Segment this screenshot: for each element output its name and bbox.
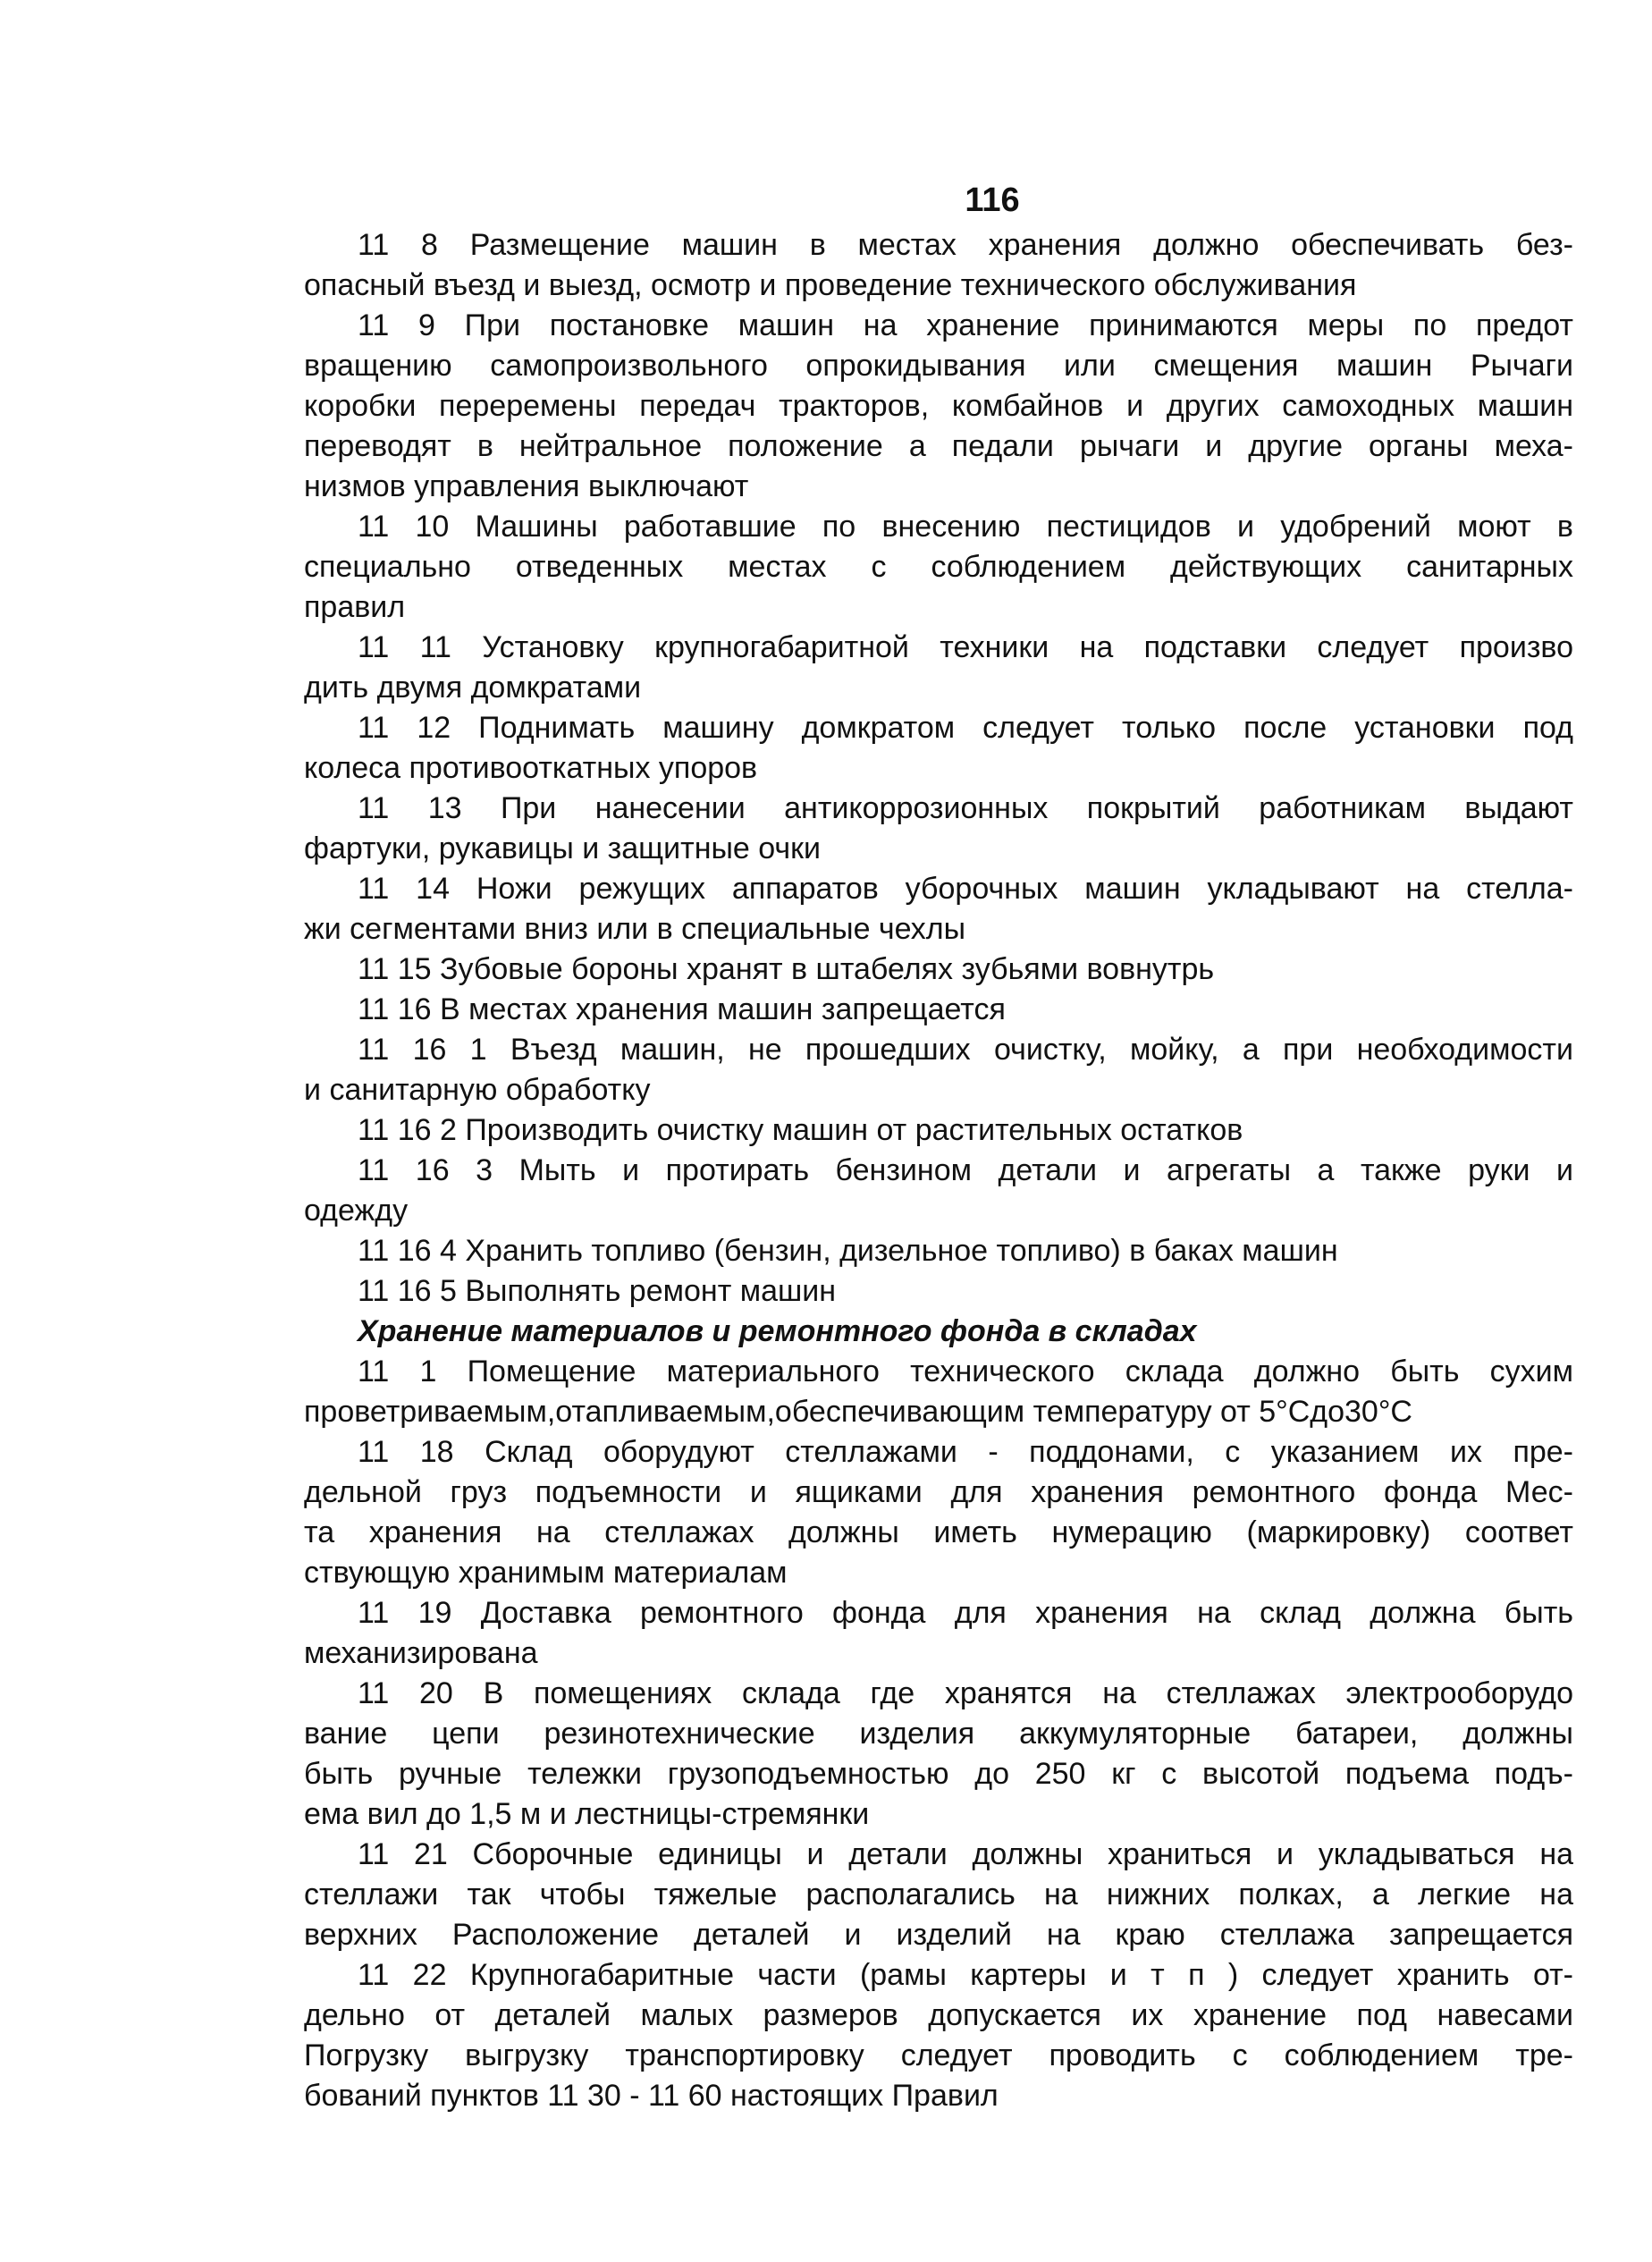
text-line: опасный въезд и выезд, осмотр и проведение технического обслуживания: [304, 268, 1357, 302]
text-line: 11 16 В местах хранения машин запрещается: [358, 992, 1006, 1026]
text-line: бований пунктов 11 30 - 11 60 настоящих Правил: [304, 2079, 999, 2113]
text-line: вращению самопроизвольного опрокидывания или смещения машин Рычаги: [304, 349, 1573, 383]
text-line: 11 16 3 Мыть и протирать бензином детали и агрегаты а также руки и: [358, 1153, 1573, 1187]
text-line: 11 12 Поднимать машину домкратом следует только после установки под: [358, 711, 1573, 745]
text-line: переводят в нейтральное положение а педали рычаги и другие органы меха-: [304, 429, 1573, 463]
text-line: 11 16 1 Въезд машин, не прошедших очистку, мойку, а при необходимости: [358, 1033, 1573, 1067]
text-line: колеса противооткатных упоров: [304, 751, 758, 785]
text-line: 11 21 Сборочные единицы и детали должны храниться и укладываться на: [358, 1837, 1573, 1871]
text-line: вание цепи резинотехнические изделия аккумуляторные батареи, должны: [304, 1717, 1573, 1751]
text-line: и санитарную обработку: [304, 1073, 651, 1107]
text-line: специально отведенных местах с соблюдением действующих санитарных: [304, 550, 1573, 584]
text-line: проветриваемым,отапливаемым,обеспечивающим температуру от 5°Сдо30°С: [304, 1395, 1412, 1429]
text-line: 11 9 При постановке машин на хранение принимаются меры по предот: [358, 308, 1573, 342]
text-line: стеллажи так чтобы тяжелые располагались на нижних полках, а легкие на: [304, 1878, 1573, 1912]
text-line: 11 18 Склад оборудуют стеллажами - поддонами, с указанием их пре-: [358, 1435, 1573, 1469]
section-heading: Хранение материалов и ремонтного фонда в складах: [358, 1314, 1197, 1348]
text-line: та хранения на стеллажах должны иметь нумерацию (маркировку) соответ: [304, 1515, 1573, 1549]
text-line: фартуки, рукавицы и защитные очки: [304, 831, 822, 865]
text-line: жи сегментами вниз или в специальные чехлы: [304, 912, 966, 946]
text-line: 11 16 5 Выполнять ремонт машин: [358, 1274, 837, 1308]
text-line: Погрузку выгрузку транспортировку следует проводить с соблюдением тре-: [304, 2038, 1573, 2072]
text-line: 11 19 Доставка ремонтного фонда для хранения на склад должна быть: [358, 1596, 1573, 1630]
text-line: 11 22 Крупногабаритные части (рамы картеры и т п ) следует хранить от-: [358, 1958, 1573, 1992]
document-body: [304, 225, 1573, 2116]
text-line: 11 13 При нанесении антикоррозионных покрытий работникам выдают: [358, 791, 1573, 825]
text-line: 11 1 Помещение материального технического склада должно быть сухим: [358, 1355, 1573, 1388]
text-line: 11 15 Зубовые бороны хранят в штабелях зубьями вовнутрь: [358, 952, 1215, 986]
text-line: ема вил до 1,5 м и лестницы-стремянки: [304, 1797, 870, 1831]
text-line: правил: [304, 590, 406, 624]
text-line: 11 16 2 Производить очистку машин от растительных остатков: [358, 1113, 1243, 1147]
text-line: одежду: [304, 1194, 409, 1228]
text-line: 11 11 Установку крупногабаритной техники на подставки следует произво: [358, 630, 1573, 664]
text-line: 11 8 Размещение машин в местах хранения должно обеспечивать без-: [358, 228, 1573, 262]
text-line: верхних Расположение деталей и изделий на краю стеллажа запрещается: [304, 1918, 1573, 1952]
text-line: дить двумя домкратами: [304, 671, 642, 705]
text-line: 11 16 4 Хранить топливо (бензин, дизельное топливо) в баках машин: [358, 1234, 1338, 1268]
text-line: быть ручные тележки грузоподъемностью до 250 кг с высотой подъема подъ-: [304, 1757, 1573, 1791]
text-line: низмов управления выключают: [304, 469, 749, 503]
text-line: механизирована: [304, 1636, 538, 1670]
text-line: дельной груз подъемности и ящиками для хранения ремонтного фонда Мес-: [304, 1475, 1573, 1509]
text-line: 11 14 Ножи режущих аппаратов уборочных машин укладывают на стелла-: [358, 872, 1573, 906]
text-line: 11 20 В помещениях склада где хранятся на стеллажах электрооборудо: [358, 1676, 1573, 1710]
text-line: коробки переремены передач тракторов, комбайнов и других самоходных машин: [304, 389, 1573, 423]
text-line: дельно от деталей малых размеров допускается их хранение под навесами: [304, 1998, 1573, 2032]
text-line: 11 10 Машины работавшие по внесению пестицидов и удобрений моют в: [358, 510, 1573, 544]
text-line: ствующую хранимым материалам: [304, 1556, 788, 1590]
page-number: 116: [965, 181, 1020, 219]
document-page: [304, 179, 1573, 2116]
